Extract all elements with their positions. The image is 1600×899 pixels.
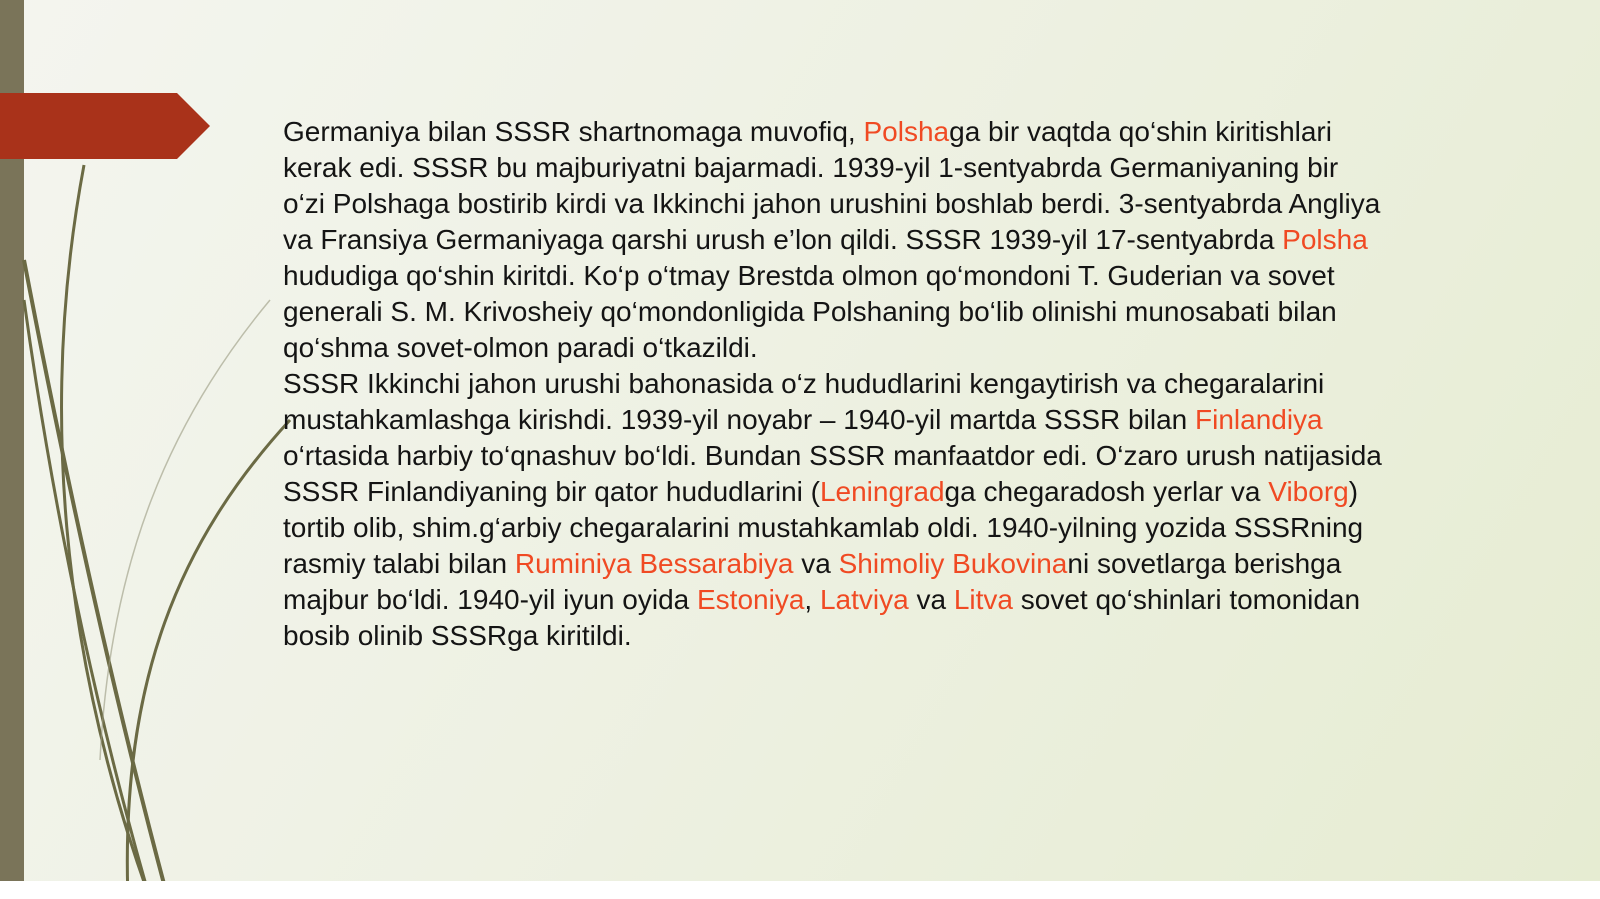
text-run: SSSR Ikkinchi jahon urushi bahonasida o‘z hududlarini kengaytirish va chegaralarini mustahkamlashga kirishdi. 1939-yil noyabr – 1940-yil martda SSSR bilan — [283, 368, 1325, 435]
highlighted-term: Leningrad — [819, 476, 945, 507]
highlighted-term: Litva — [953, 584, 1013, 615]
highlighted-term: Polsha — [1282, 224, 1368, 255]
text-run: va — [908, 584, 954, 615]
paragraph-2 — [283, 366, 1383, 654]
highlighted-term: Latviya — [819, 584, 909, 615]
slide-text — [283, 114, 1383, 654]
text-run: o‘rtasida harbiy to‘qnashuv bo‘ldi. Bundan SSSR manfaatdor edi. O‘zaro urush natijasida SSSR Finlandiyaning bir qator hududlarini ( — [283, 440, 1382, 507]
text-run: , — [804, 584, 820, 615]
paragraph-1 — [283, 114, 1383, 366]
highlighted-term: Polsha — [863, 116, 950, 147]
text-run: hududiga qo‘shin kiritdi. Ko‘p o‘tmay Brestda olmon qo‘mondoni T. Guderian va sovet generali S. M. Krivosheiy qo‘mondonligida Polshaning bo‘lib olinishi munosabati bilan qo‘shma sovet-olmon paradi o‘tkazildi. — [283, 260, 1337, 363]
text-run: sovet qo‘shinlari tomonidan bosib olinib SSSRga kiritildi. — [283, 584, 1361, 651]
arrow-shape — [0, 93, 210, 159]
highlighted-term: Shimoliy Bukovina — [838, 548, 1068, 579]
text-run: Germaniya bilan SSSR shartnomaga muvofiq, — [283, 116, 864, 147]
highlighted-term: Estoniya — [697, 584, 805, 615]
text-run: va — [793, 548, 839, 579]
highlighted-term: Ruminiya Bessarabiya — [514, 548, 794, 579]
highlighted-term: Viborg — [1268, 476, 1349, 507]
text-run: ni sovetlarga berishga majbur bo‘ldi. 1940-yil iyun oyida — [283, 548, 1342, 615]
text-run: ga chegaradosh yerlar va — [944, 476, 1269, 507]
highlighted-term: Finlandiya — [1195, 404, 1323, 435]
bottom-strip — [0, 881, 1600, 899]
text-run: ) tortib olib, shim.g‘arbiy chegaralarini mustahkamlab oldi. 1940-yilning yozida SSSRning rasmiy talabi bilan — [283, 476, 1364, 579]
text-run: ga bir vaqtda qo‘shin kiritishlari kerak edi. SSSR bu majburiyatni bajarmadi. 1939-yil 1-sentyabrda Germaniyaning bir o‘zi Polshaga bostirib kirdi va Ikkinchi jahon urushini boshlab berdi. 3-sentyabrda Angliya va Fransiya Germaniyaga qarshi urush e’lon qildi. SSSR 1939-yil 17-sentyabrda — [283, 116, 1381, 255]
